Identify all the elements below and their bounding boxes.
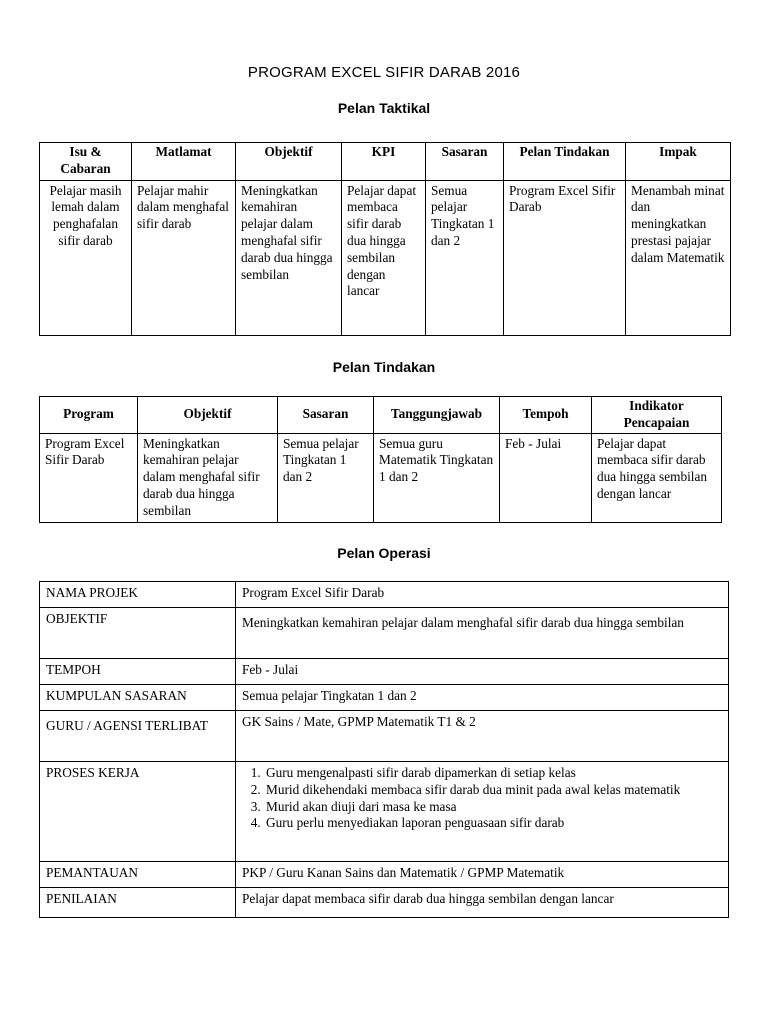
cell-impak: Menambah minat dan meningkatkan prestasi pajajar dalam Matematik — [626, 180, 731, 335]
table-row — [40, 608, 729, 659]
header-impak: Impak — [626, 143, 731, 181]
cell-sasaran: Semua pelajar Tingkatan 1 dan 2 — [426, 180, 504, 335]
header-isu-cabaran: Isu & Cabaran — [40, 143, 132, 181]
cell-pelan-tindakan: Program Excel Sifir Darab — [504, 180, 626, 335]
header-program: Program — [40, 397, 138, 434]
label-kumpulan-sasaran: KUMPULAN SASARAN — [40, 685, 236, 711]
label-pemantauan: PEMANTAUAN — [40, 862, 236, 888]
value-kumpulan-sasaran: Semua pelajar Tingkatan 1 dan 2 — [236, 685, 729, 711]
table-row — [40, 888, 729, 918]
header-objektif: Objektif — [138, 397, 278, 434]
list-item: 3. Murid akan diuji dari masa ke masa — [264, 799, 722, 816]
value-proses-kerja — [236, 762, 729, 862]
label-guru-agensi: GURU / AGENSI TERLIBAT — [40, 711, 236, 762]
cell-tempoh: Feb - Julai — [500, 433, 592, 522]
list-item: 4. Guru perlu menyediakan laporan penguasaan sifir darab — [264, 815, 722, 832]
table-row — [40, 659, 729, 685]
list-item: 2. Murid dikehendaki membaca sifir darab dua minit pada awal kelas matematik — [264, 782, 722, 799]
table-row — [40, 711, 729, 762]
label-proses-kerja: PROSES KERJA — [40, 762, 236, 862]
header-matlamat: Matlamat — [132, 143, 236, 181]
table-row — [40, 582, 729, 608]
cell-indikator-pencapaian: Pelajar dapat membaca sifir darab dua hingga sembilan dengan lancar — [592, 433, 722, 522]
header-tanggungjawab: Tanggungjawab — [374, 397, 500, 434]
pelan-taktikal-table — [39, 142, 731, 336]
table-header-row — [40, 397, 722, 434]
pelan-tindakan-table — [39, 396, 722, 523]
value-tempoh: Feb - Julai — [236, 659, 729, 685]
label-penilaian: PENILAIAN — [40, 888, 236, 918]
cell-objektif: Meningkatkan kemahiran pelajar dalam menghafal sifir darab dua hingga sembilan — [138, 433, 278, 522]
cell-tanggungjawab: Semua guru Matematik Tingkatan 1 dan 2 — [374, 433, 500, 522]
proses-kerja-list — [242, 765, 722, 832]
label-objektif: OBJEKTIF — [40, 608, 236, 659]
table-row — [40, 433, 722, 522]
label-nama-projek: NAMA PROJEK — [40, 582, 236, 608]
table-header-row — [40, 143, 731, 181]
cell-isu-cabaran: Pelajar masih lemah dalam penghafalan sifir darab — [40, 180, 132, 335]
cell-objektif: Meningkatkan kemahiran pelajar dalam menghafal sifir darab dua hingga sembilan — [236, 180, 342, 335]
table-row — [40, 180, 731, 335]
value-objektif: Meningkatkan kemahiran pelajar dalam menghafal sifir darab dua hingga sembilan — [236, 608, 729, 659]
header-tempoh: Tempoh — [500, 397, 592, 434]
cell-sasaran: Semua pelajar Tingkatan 1 dan 2 — [278, 433, 374, 522]
section-title-operasi: Pelan Operasi — [337, 545, 431, 561]
section-title-taktikal: Pelan Taktikal — [337, 100, 431, 116]
value-guru-agensi: GK Sains / Mate, GPMP Matematik T1 & 2 — [236, 711, 729, 762]
header-pelan-tindakan: Pelan Tindakan — [504, 143, 626, 181]
table-row — [40, 685, 729, 711]
cell-program: Program Excel Sifir Darab — [40, 433, 138, 522]
label-tempoh: TEMPOH — [40, 659, 236, 685]
section-title-tindakan: Pelan Tindakan — [332, 359, 436, 375]
value-pemantauan: PKP / Guru Kanan Sains dan Matematik / GPMP Matematik — [236, 862, 729, 888]
cell-matlamat: Pelajar mahir dalam menghafal sifir darab — [132, 180, 236, 335]
header-indikator-pencapaian: Indikator Pencapaian — [592, 397, 722, 434]
document-title: PROGRAM EXCEL SIFIR DARAB 2016 — [247, 64, 521, 81]
pelan-operasi-table — [39, 581, 729, 918]
header-objektif: Objektif — [236, 143, 342, 181]
value-nama-projek: Program Excel Sifir Darab — [236, 582, 729, 608]
list-item: 1. Guru mengenalpasti sifir darab dipamerkan di setiap kelas — [264, 765, 722, 782]
header-sasaran: Sasaran — [426, 143, 504, 181]
header-sasaran: Sasaran — [278, 397, 374, 434]
table-row — [40, 862, 729, 888]
table-row — [40, 762, 729, 862]
cell-kpi: Pelajar dapat membaca sifir darab dua hingga sembilan dengan lancar — [342, 180, 426, 335]
value-penilaian: Pelajar dapat membaca sifir darab dua hingga sembilan dengan lancar — [236, 888, 729, 918]
header-kpi: KPI — [342, 143, 426, 181]
